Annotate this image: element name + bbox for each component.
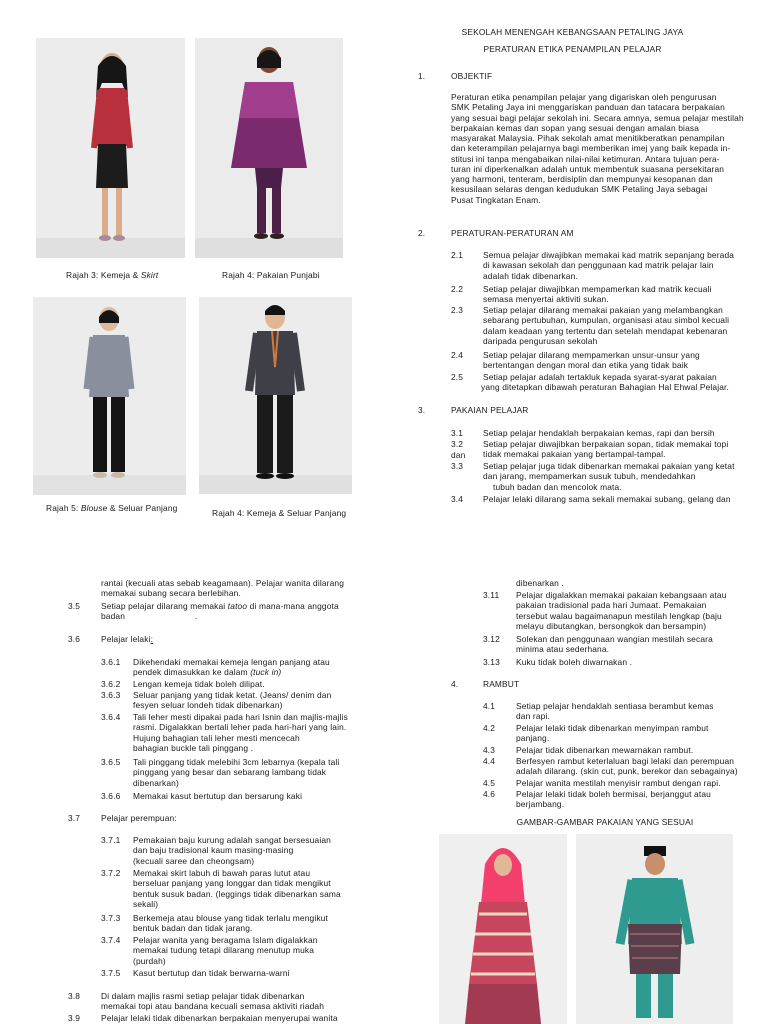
- item-3-7-3: 3.7.3 Berkemeja atau blouse yang tidak terlalu mengikut bentuk badan dan tidak jarang.: [101, 913, 328, 934]
- caption-rajah-4a: Rajah 4: Pakaian Punjabi: [222, 270, 320, 280]
- item-4-3: 4.3 Pelajar tidak dibenarkan mewarnakan rambut.: [483, 745, 694, 755]
- student-baju-kurung-image: [439, 834, 567, 1024]
- item-2-4: 2.4 Setiap pelajar dilarang mempamerkan unsur-unsur yang bertentangan dengan moral dan etika yang tidak baik: [451, 350, 700, 371]
- item-3-9: 3.9 Pelajar lelaki tidak dibenarkan berpakaian menyerupai wanita: [68, 1013, 338, 1023]
- item-4-2: 4.2 Pelajar lelaki tidak dibenarkan menyimpan rambut panjang.: [483, 723, 709, 744]
- item-3-5: 3.5 Setiap pelajar dilarang memakai tatoo di mana-mana anggota badan .: [68, 601, 339, 622]
- item-2-1: 2.1 Semua pelajar diwajibkan memakai kad matrik sepanjang berada di kawasan sekolah dan penggunaan kad matrik pelajar lain adalah tidak dibenarkan.: [451, 250, 735, 281]
- item-3-6-4: 3.6.4 Tali leher mesti dipakai pada hari Isnin dan majlis-majlis rasmi. Digalakkan bertali leher pada hari-hari yang lain. Hujung bahagian tali leher mesti mencecah bahagian buckle tali pinggang .: [101, 712, 348, 753]
- caption-rajah-4b: Rajah 4: Kemeja & Seluar Panjang: [212, 508, 347, 518]
- item-3-13: 3.13 Kuku tidak boleh diwarnakan .: [483, 657, 633, 667]
- item-3-6-3: 3.6.3 Seluar panjang yang tidak ketat. (Jeans/ denim dan fesyen seluar londeh tidak dibenarkan): [101, 690, 332, 711]
- item-3-6: 3.6 Pelajar lelaki:: [68, 634, 154, 644]
- photo-rajah-4b: [199, 297, 352, 494]
- section-4-heading: RAMBUT: [483, 679, 520, 689]
- item-3-1: 3.1 Setiap pelajar hendaklah berpakaian kemas, rapi dan bersih: [451, 428, 715, 438]
- item-3-6-6: 3.6.6 Memakai kasut bertutup dan bersarung kaki: [101, 791, 303, 801]
- item-3-12: 3.12 Solekan dan penggunaan wangian mestilah secara minima atau sederhana.: [483, 634, 713, 655]
- section-3-number: 3.: [418, 405, 426, 415]
- photo-baju-melayu: [576, 834, 733, 1024]
- photo-rajah-3: [36, 38, 185, 258]
- section-4-number: 4.: [451, 679, 459, 689]
- item-4-1: 4.1 Setiap pelajar hendaklah sentiasa berambut kemas dan rapi.: [483, 701, 714, 722]
- item-3-7-4: 3.7.4 Pelajar wanita yang beragama Islam digalakkan memakai tudung tetapi dilarang menutup muka (purdah): [101, 935, 318, 966]
- section-1-body: Peraturan etika penampilan pelajar yang digariskan oleh pengurusan SMK Petaling Jaya ini menggariskan panduan dan tatacara berpakaian yang sesuai bagi pelajar sekolah ini. Secara amnya, semua pelajar mestilah berpakaian kemas dan sopan yang sesuai dengan amalan biasa masyarakat Malaysia. Pihak sekolah amat menitikberatkan penampilan dan keterampilan pelajarnya bagi memberikan imej yang baik kepada in- stitusi ini tanpa mengabaikan nilai-nilai ketimuran. Antara tujuan pera- turan ini diperkenalkan adalah untuk membentuk suasana persekitaran yang harmoni, tenteram, berdisiplin dan mempunyai kesopanan dan kesusilaan selaras dengan kedudukan SMK Petaling Jaya sebagai Pusat Tingkatan Enam.: [451, 92, 744, 205]
- student-punjabi-image: [195, 38, 343, 258]
- document-title: PERATURAN ETIKA PENAMPILAN PELAJAR: [483, 44, 662, 54]
- student-shirt-trousers-image: [199, 297, 352, 494]
- photo-rajah-5: [33, 297, 186, 495]
- item-3-7: 3.7 Pelajar perempuan:: [68, 813, 177, 823]
- item-3-7-5: 3.7.5 Kasut bertutup dan tidak berwarna-warni: [101, 968, 290, 978]
- item-3-4-continued: rantai (kecuali atas sebab keagamaan). Pelajar wanita dilarang memakai subang secara berlebihan.: [101, 578, 345, 599]
- item-4-5: 4.5 Pelajar wanita mestilah menyisir rambut dengan rapi.: [483, 778, 721, 788]
- gallery-title: GAMBAR-GAMBAR PAKAIAN YANG SESUAI: [516, 817, 694, 827]
- item-2-5: 2.5 Setiap pelajar adalah tertakluk kepada syarat-syarat pakaian yang ditetapkan dibawah peraturan Bahagian Hal Ehwal Pelajar.: [451, 372, 729, 393]
- item-3-6-2: 3.6.2 Lengan kemeja tidak boleh dilipat.: [101, 679, 265, 689]
- section-1-number: 1.: [418, 71, 426, 81]
- item-2-2: 2.2 Setiap pelajar diwajibkan mempamerkan kad matrik kecuali semasa menyertai aktiviti sukan.: [451, 284, 712, 305]
- item-4-6: 4.6 Pelajar lelaki tidak boleh bermisai, berjanggut atau berjambang.: [483, 789, 711, 810]
- student-blouse-image: [33, 297, 186, 495]
- item-3-4: 3.4 Pelajar lelaki dilarang sama sekali memakai subang, gelang dan: [451, 494, 731, 504]
- item-3-3: 3.3 Setiap pelajar juga tidak dibenarkan memakai pakaian yang ketat dan jarang, mempamerkan susuk tubuh, mendedahkan tubuh badan dan mencolok mata.: [451, 461, 735, 492]
- item-3-2: 3.2 Setiap pelajar diwajibkan berpakaian sopan, tidak memakai topi dan tidak memakai pakaian yang bertampal-tampal.: [451, 439, 729, 460]
- photo-baju-kurung: [439, 834, 567, 1024]
- item-3-11: 3.11 Pelajar digalakkan memakai pakaian kebangsaan atau pakaian tradisional pada hari Jumaat. Pemakaian tersebut walau bagaimanapun mestilah lengkap (baju melayu dibutangkan, bersongkok dan bersampin): [483, 590, 727, 631]
- item-4-4: 4.4 Berfesyen rambut keterlaluan bagi lelaki dan perempuan adalah dilarang. (skin cut, punk, berekor dan sebagainya): [483, 756, 738, 777]
- school-name: SEKOLAH MENENGAH KEBANGSAAN PETALING JAYA: [461, 27, 684, 37]
- section-2-heading: PERATURAN-PERATURAN AM: [451, 228, 574, 238]
- item-3-10-continued: dibenarkan .: [516, 578, 564, 588]
- item-3-6-5: 3.6.5 Tali pinggang tidak melebihi 3cm lebarnya (kepala tali pinggang yang besar dan sebarang lambang tidak dibenarkan): [101, 757, 340, 788]
- item-3-7-1: 3.7.1 Pemakaian baju kurung adalah sangat bersesuaian dan baju tradisional kaum masing-masing (kecuali saree dan cheongsam): [101, 835, 331, 866]
- item-3-7-2: 3.7.2 Memakai skirt labuh di bawah paras lutut atau berseluar panjang yang longgar dan tidak mengikut bentuk susuk badan. (leggings tidak dibenarkan sama sekali): [101, 868, 341, 909]
- item-3-8: 3.8 Di dalam majlis rasmi setiap pelajar tidak dibenarkan memakai topi atau bandana kecuali semasa aktiviti riadah: [68, 991, 325, 1012]
- item-2-3: 2.3 Setiap pelajar dilarang memakai pakaian yang melambangkan sebarang pertubuhan, kumpulan, organisasi atau simbol kecuali dalam keadaan yang tertentu dan setelah mendapat kebenaran daripada pengurusan sekolah: [451, 305, 730, 346]
- section-2-number: 2.: [418, 228, 426, 238]
- caption-rajah-5: Rajah 5: Blouse & Seluar Panjang: [46, 503, 178, 513]
- item-3-6-1: 3.6.1 Dikehendaki memakai kemeja lengan panjang atau pendek dimasukkan ke dalam (tuck in): [101, 657, 330, 678]
- section-3-heading: PAKAIAN PELAJAR: [451, 405, 529, 415]
- student-baju-melayu-image: [576, 834, 733, 1024]
- photo-rajah-4a: [195, 38, 343, 258]
- student-skirt-image: [36, 38, 185, 258]
- section-1-heading: OBJEKTIF: [451, 71, 493, 81]
- caption-rajah-3: Rajah 3: Kemeja & Skirt: [66, 270, 159, 280]
